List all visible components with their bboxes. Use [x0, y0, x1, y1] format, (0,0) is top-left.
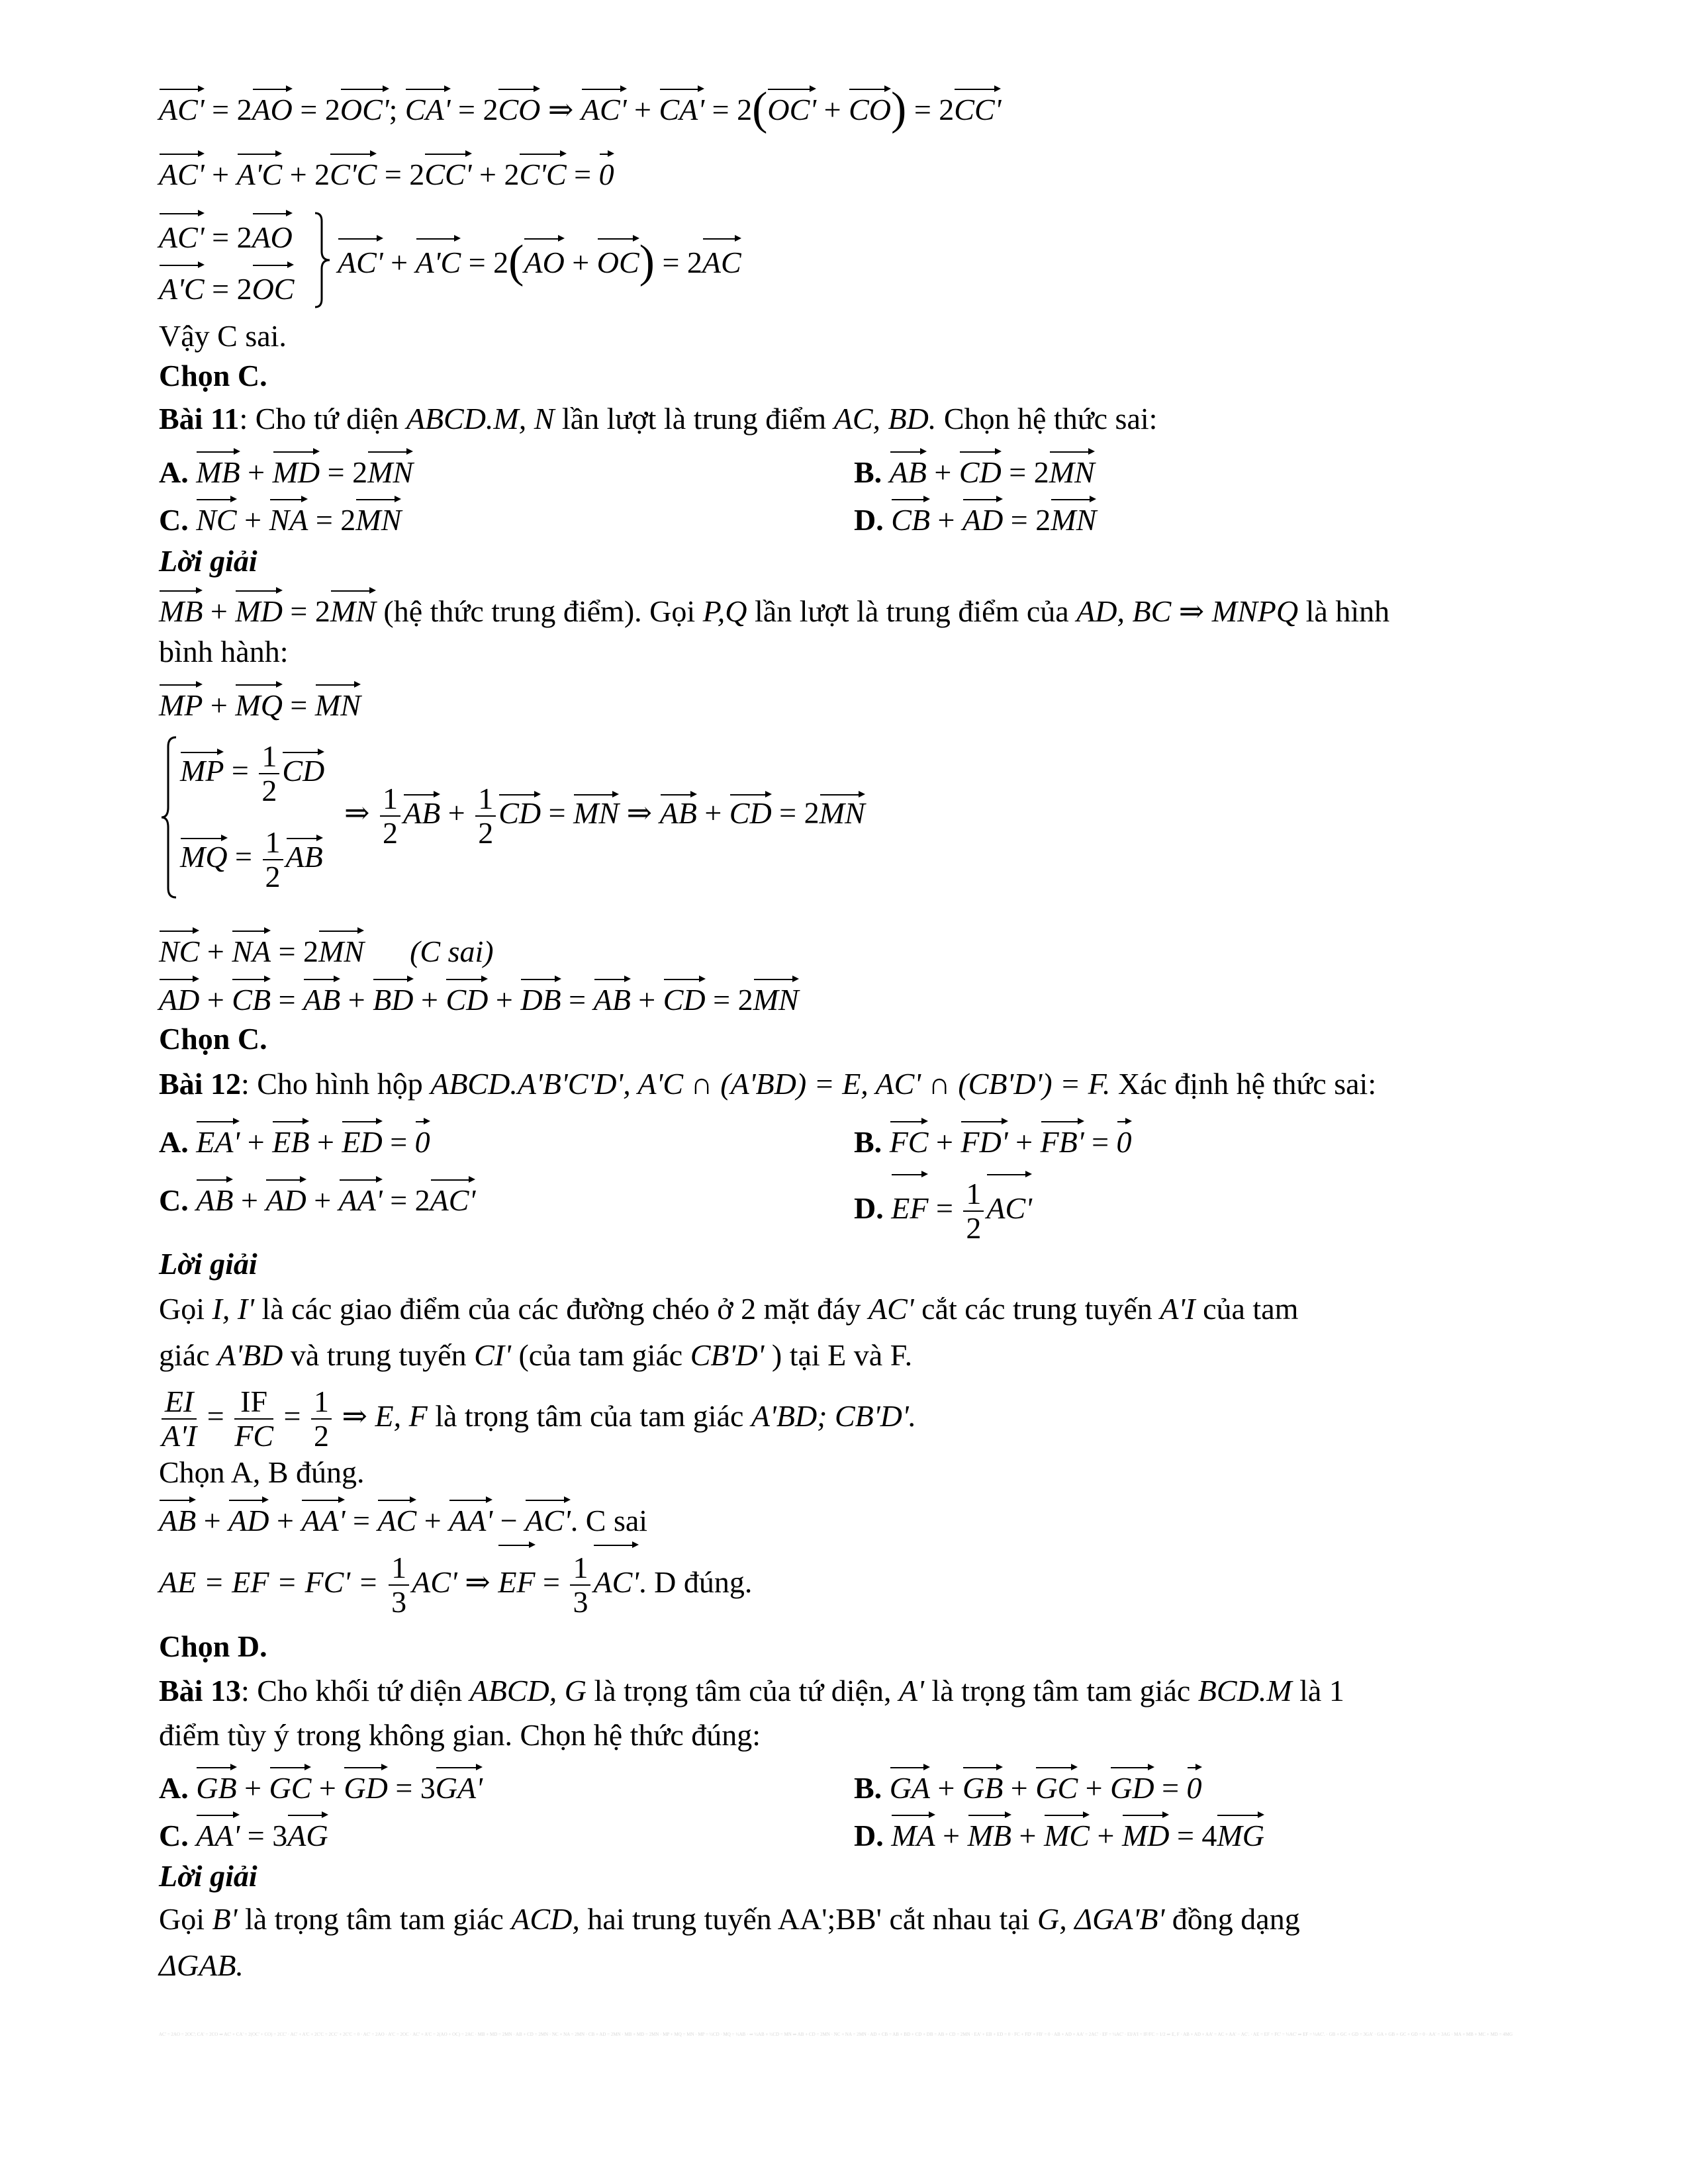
option-a[interactable]: A. MB + MD = 2MN — [159, 449, 413, 488]
option-d[interactable]: D. MA + MB + MC + MD = 4MG — [854, 1812, 1264, 1852]
option-c[interactable]: C. AA' = 3AG — [159, 1812, 328, 1852]
solution-line: ΔGAB. — [159, 1948, 244, 1982]
formula-line: AC' + A'C + 2C'C = 2CC' + 2C'C = 0 — [159, 151, 614, 191]
solution-line: NC + NA = 2MN (C sai) — [159, 928, 494, 968]
formula-text-index: AC' = 2AO = 2OC'; CA' = 2CO ⇒ AC' + CA' = 2(OC' + CO) = 2CC' · AC' + A'C + 2C'C = 2CC' + 2C'C = 0 · AC' = 2AO · A'C = 2OC · AC' + A'C = 2(AO + OC) = 2AC · MB + MD = 2MN · AB + CD = 2MN · NC + NA = 2MN · CB + AD = 2MN · MB + MD = 2MN · MP + MQ = MN · MP = ½CD · MQ = ½AB · ⇒ ½AB + ½CD = MN ⇒ AB + CD = 2MN · NC + NA = 2MN · AD + CB = AB + BD + CD + DB = AB + CD = 2MN · EA' + EB + ED = 0 · FC + FD' + FB' = 0 · AB + AD + AA' = 2AC' · EF = ½AC' · EI/A'I = IF/FC = 1/2 ⇒ E, F · AB + AD + AA' = AC + AA' − AC'. · AE = EF = FC' = ⅓AC' ⇒ EF = ⅓AC'. · GB + GC + GD = 3GA' · GA + GB + GC + GD = 0 · AA' = 3AG · MA + MB + MC + MD = 4MG — [159, 2032, 1513, 2037]
solution-line: Chọn A, B đúng. — [159, 1455, 365, 1489]
option-b[interactable]: B. FC + FD' + FB' = 0 — [854, 1118, 1132, 1158]
equation-system: MP = $\frac{1}{2}$ CD MQ = $\frac{1}{2}$ AB ⇒ $\frac{1}{2}$ AB + $\frac{1}{2}$ CD = MN ⇒ AB + CD = 2MN — [159, 735, 953, 900]
solution-line: AB + AD + AA' = AC + AA' − AC'. C sai — [159, 1497, 647, 1537]
problem-statement: điểm tùy ý trong không gian. Chọn hệ thức đúng: — [159, 1718, 761, 1752]
solution-line: AE = EF = FC' = $\frac{1}{3}$ AC' ⇒ EF = $\frac{1}{3}$ AC'. D đúng. — [159, 1542, 752, 1615]
option-c[interactable]: C. NC + NA = 2MN — [159, 496, 401, 536]
formula-line: AC' = 2AO = 2OC'; CA' = 2CO ⇒ AC' + CA' = 2(OC' + CO) = 2CC' — [159, 83, 1002, 134]
option-b[interactable]: B. AB + CD = 2MN — [854, 449, 1095, 488]
solution-line: $\frac{EI}{A'I}$ = $\frac{IF}{FC}$ = $\frac{1}{2}$ ⇒ E, F là trọng tâm của tam giác A'BD; CB'D'. — [162, 1385, 917, 1453]
option-c[interactable]: C. AB + AD + AA' = 2AC' — [159, 1177, 475, 1216]
solution-heading: Lời giải — [159, 1859, 258, 1893]
solution-heading: Lời giải — [159, 1247, 258, 1281]
brace-icon — [312, 210, 332, 310]
solution-line: AD + CB = AB + BD + CD + DB = AB + CD = 2MN — [159, 976, 799, 1016]
solution-line: MB + MD = 2MN (hệ thức trung điểm). Gọi P,Q lần lượt là trung điểm của AD, BC ⇒ MNPQ là hình — [159, 588, 1389, 627]
solution-line: Gọi I, I' là các giao điểm của các đường chéo ở 2 mặt đáy AC' cắt các trung tuyến A'I của tam — [159, 1292, 1299, 1326]
option-b[interactable]: B. GA + GB + GC + GD = 0 — [854, 1764, 1202, 1804]
answer-choice: Chọn C. — [159, 1022, 267, 1056]
solution-line: bình hành: — [159, 635, 289, 668]
solution-heading: Lời giải — [159, 544, 258, 578]
conclusion-text: Vậy C sai. — [159, 319, 287, 353]
solution-line: MP + MQ = MN — [159, 682, 361, 721]
solution-line: giác A'BD và trung tuyến CI' (của tam giác CB'D' ) tại E và F. — [159, 1338, 913, 1372]
equation-system: AC' = 2AO A'C = 2OC AC' + A'C = 2(AO + OC) = 2AC — [159, 210, 821, 310]
solution-line: Gọi B' là trọng tâm tam giác ACD, hai trung tuyến AA';BB' cắt nhau tại G, ΔGA'B' đồng dạng — [159, 1902, 1300, 1936]
option-a[interactable]: A. GB + GC + GD = 3GA' — [159, 1764, 483, 1804]
option-a[interactable]: A. EA' + EB + ED = 0 — [159, 1118, 430, 1158]
answer-choice: Chọn C. — [159, 359, 267, 392]
brace-icon — [159, 735, 179, 900]
problem-statement: Bài 11: Cho tứ diện ABCD.M, N lần lượt là trung điểm AC, BD. Chọn hệ thức sai: — [159, 402, 1158, 435]
option-d[interactable]: D. CB + AD = 2MN — [854, 496, 1096, 536]
option-d[interactable]: D. EF = $\frac{1}{2}$ AC' — [854, 1171, 1032, 1238]
problem-statement: Bài 13: Cho khối tứ diện ABCD, G là trọng tâm của tứ diện, A' là trọng tâm tam giác BCD.M là 1 — [159, 1674, 1344, 1707]
answer-choice: Chọn D. — [159, 1629, 267, 1663]
problem-statement: Bài 12: Cho hình hộp ABCD.A'B'C'D', A'C ∩ (A'BD) = E, AC' ∩ (CB'D') = F. Xác định hệ thức sai: — [159, 1067, 1377, 1101]
